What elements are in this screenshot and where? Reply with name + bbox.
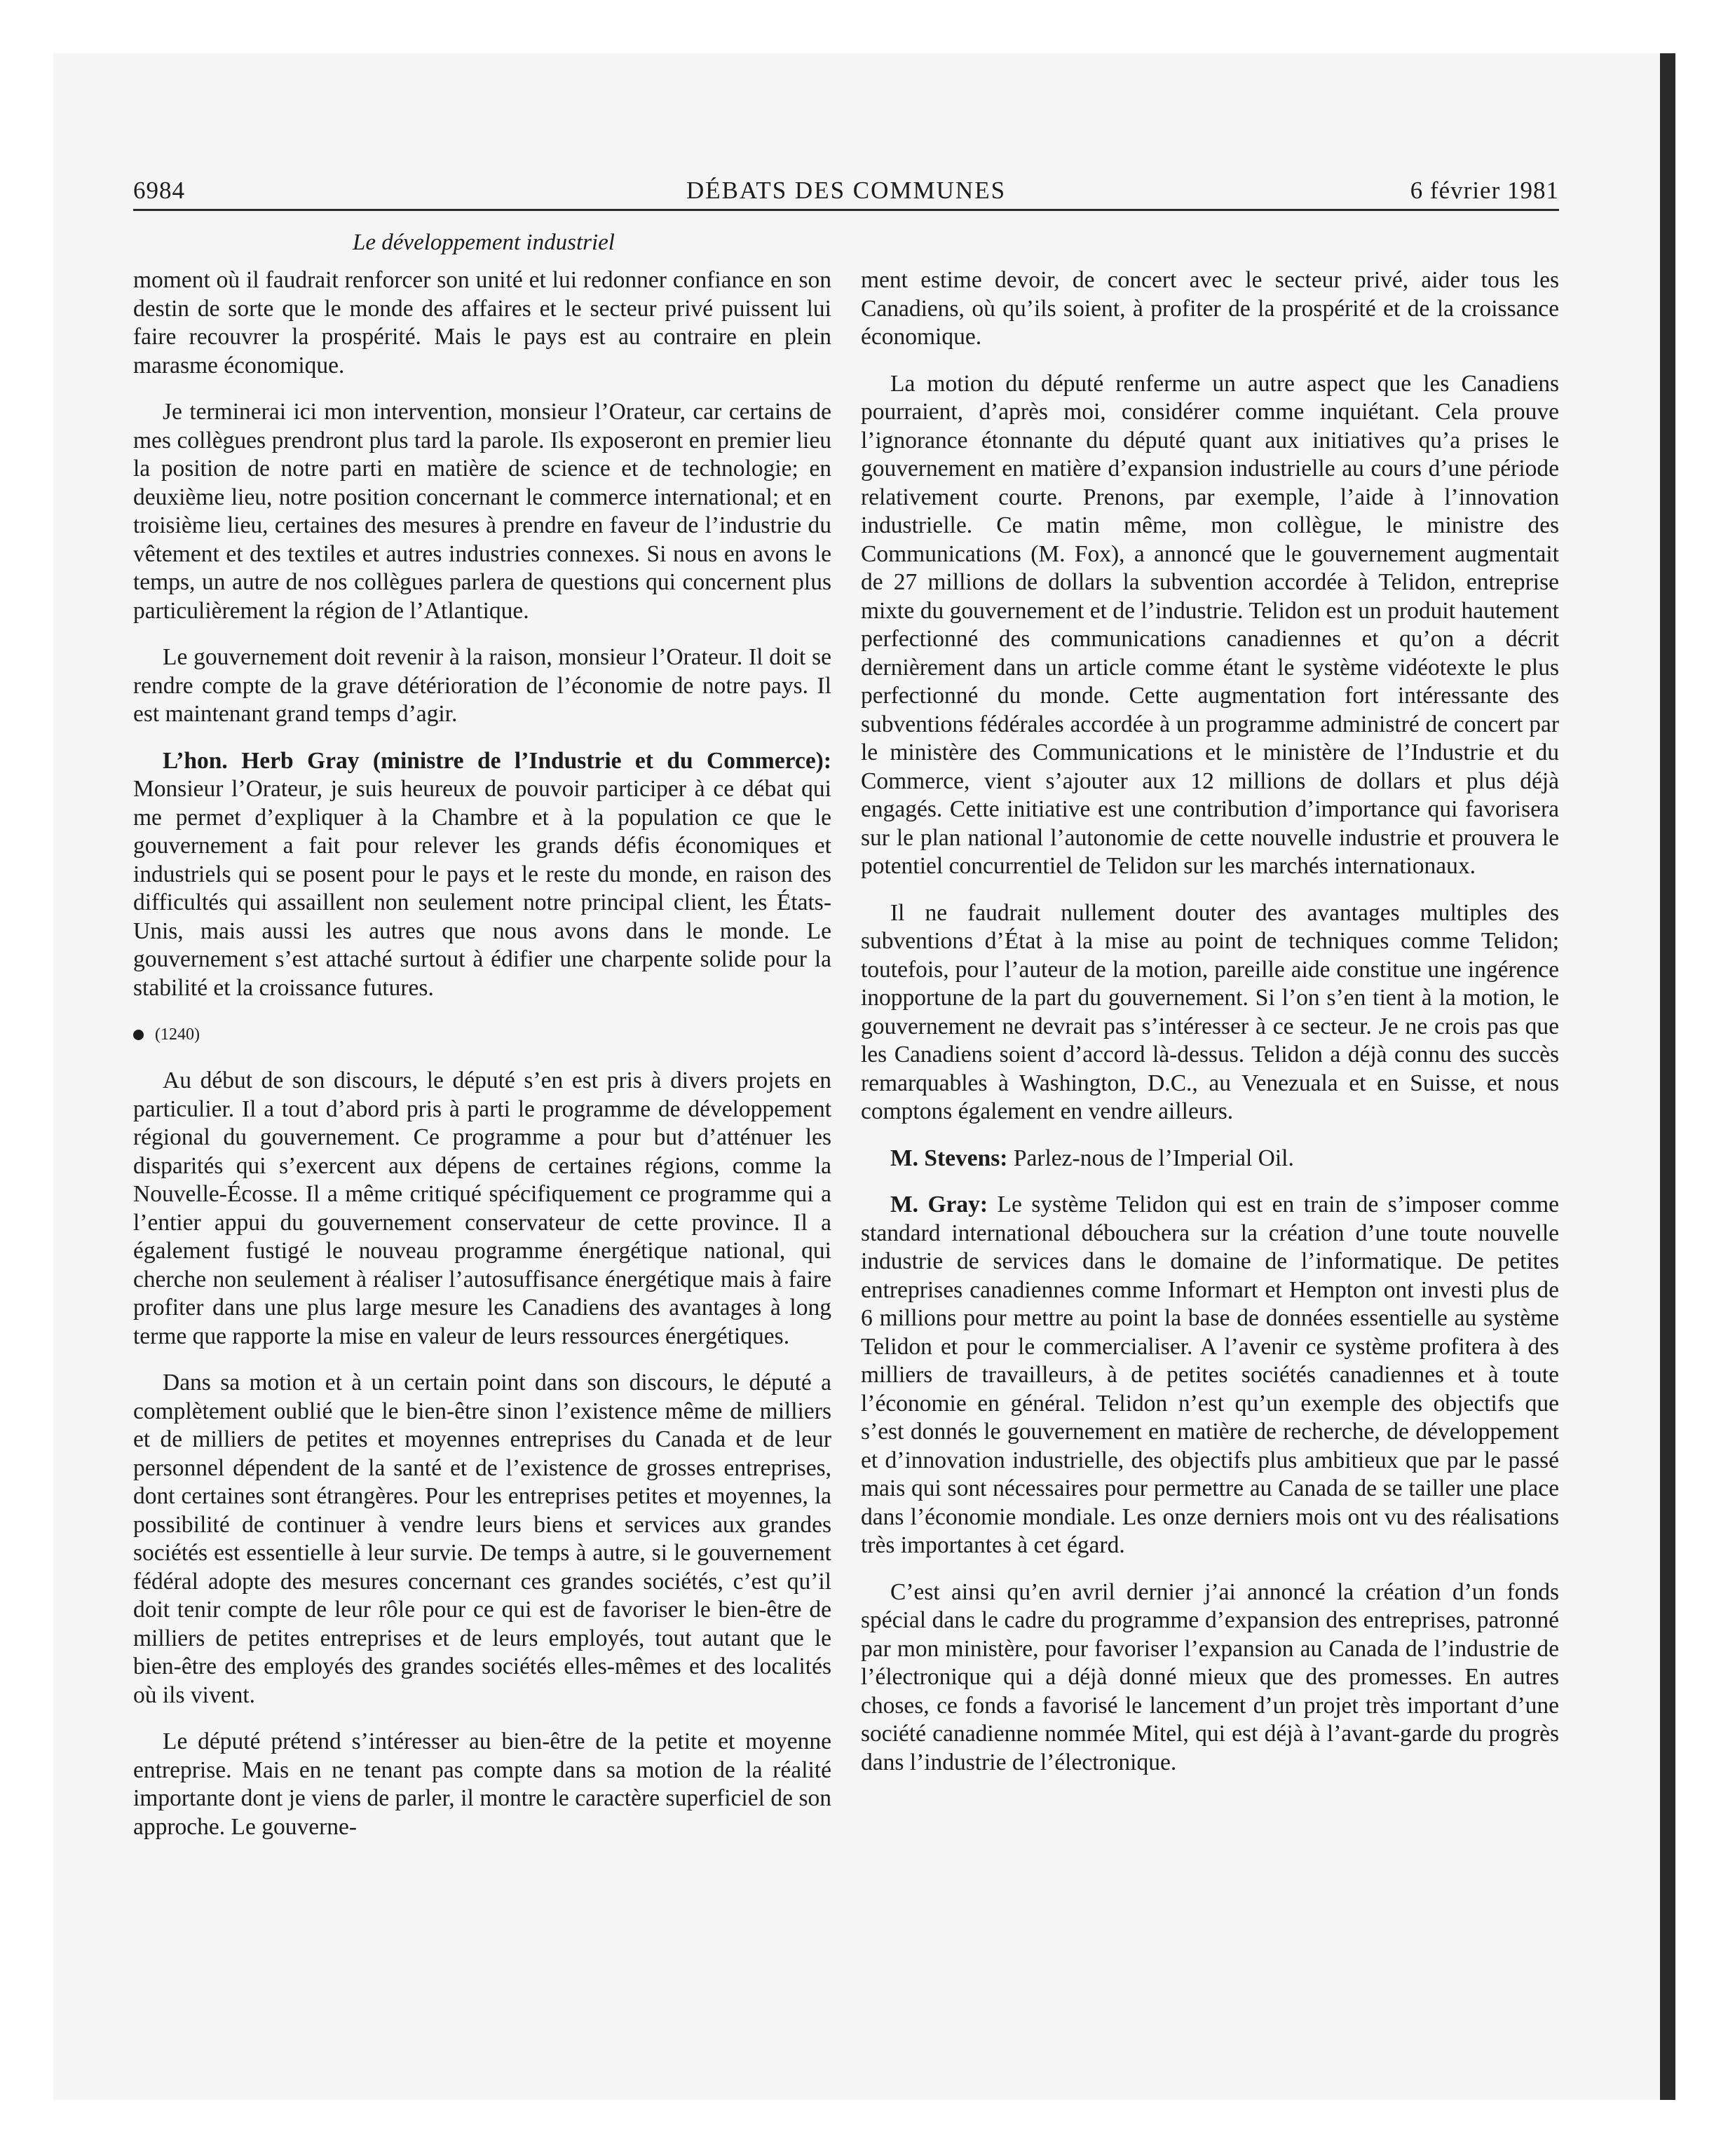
speech-text: Parlez-nous de l’Imperial Oil. (1007, 1145, 1294, 1171)
scan-edge-bar (1660, 53, 1675, 2100)
time-stamp: (1240) (155, 1025, 200, 1044)
paragraph: Au début de son discours, le député s’en est pris à divers projets en particulier. Il a tout d’abord pris à parti le programme de développement régional du gouvernement. Ce programme a pour but d’atténuer les disparités qui s’exercent aux dépens de certaines régions, comme la Nouvelle-Écosse. Il a même critiqué spécifiquement ce programme qui a l’entier appui du gouvernement conservateur de cette province. Il a également fustigé le nouveau programme énergétique national, qui cherche non seulement à réaliser l’autosuffisance énergétique mais à faire profiter dans une plus large mesure les Canadiens des avantages à long terme que rapporte la mise en valeur de leurs ressources énergétiques. (133, 1067, 831, 1349)
speaker-name: M. Gray: (890, 1192, 988, 1217)
speech-paragraph (861, 1191, 1559, 1560)
paragraph: C’est ainsi qu’en avril dernier j’ai annoncé la création d’un fonds spécial dans le cadre du programme d’expansion des entreprises, patronné par mon ministère, pour favoriser l’expansion au Canada de l’industrie de l’électronique qui a déjà donné mieux que des promesses. En autres choses, ce fonds a favorisé le lancement d’un projet très important d’une société canadienne nommée Mitel, qui est déjà à l’avant-garde du progrès dans l’industrie de l’électronique. (861, 1578, 1559, 1775)
left-column (133, 266, 831, 1860)
paragraph: Il ne faudrait nullement douter des avantages multiples des subventions d’État à la mise au point de techniques comme Telidon; toutefois, pour l’auteur de la motion, pareille aide constitue une ingérence inopportune de la part du gouvernement. Si l’on s’en tient à la motion, le gouvernement ne devrait pas s’intéresser à ce secteur. Je ne crois pas que les Canadiens soient d’accord là-dessus. Telidon a déjà connu des succès remarquables à Washington, D.C., au Venezuala et en Suisse, et nous comptons également en vendre ailleurs. (861, 899, 1559, 1124)
speaker-name: L’hon. Herb Gray (ministre de l’Industrie et du Commerce): (163, 747, 831, 774)
speech-text: Le système Telidon qui est en train de s’imposer comme standard international débouchera sur la création d’une toute nouvelle industrie de services dans le domaine de l’informatique. De petites entreprises canadiennes comme Informart et Hempton ont investi plus de 6 millions pour mettre au point la base de données essentielle au système Telidon et pour le commercialiser. A l’avenir ce système profitera à des milliers de travailleurs, à de petites sociétés canadiennes et à toute l’économie en général. Telidon n’est qu’un exemple des objectifs que s’est donnés le gouvernement en matière de recherche, de développement et d’innovation industrielle, des objectifs plus ambitieux que par le passé mais qui sont nécessaires pour permettre au Canada de se tailler une place dans l’économie mondiale. Les onze derniers mois ont vu des réalisations très importantes à cet égard. (861, 1192, 1560, 1558)
page-number: 6984 (133, 177, 185, 204)
paragraph: Je terminerai ici mon intervention, monsieur l’Orateur, car certains de mes collègues prendront plus tard la parole. Ils exposeront en premier lieu la position de notre parti en matière de science et de technologie; en deuxième lieu, notre position concernant le commerce international; et en troisième lieu, certaines des mesures à prendre en faveur de l’industrie du vêtement et des textiles et autres industries connexes. Si nous en avons le temps, un autre de nos collègues parlera de questions qui concernent plus particulièrement la région de l’Atlantique. (133, 399, 831, 624)
journal-title: DÉBATS DES COMMUNES (686, 177, 1007, 204)
speaker-name: M. Stevens: (890, 1145, 1008, 1171)
paragraph: La motion du député renferme un autre aspect que les Canadiens pourraient, d’après moi, considérer comme inquiétant. Cela prouve l’ignorance étonnante du député quant aux initiatives qu’a prises le gouvernement en matière d’expansion industrielle au cours d’une période relativement courte. Prenons, par exemple, l’aide à l’innovation industrielle. Ce matin même, mon collègue, le ministre des Communications (M. Fox), a annoncé que le gouvernement augmentait de 27 millions de dollars la subvention accordée à Telidon, entreprise mixte du gouvernement et de l’industrie. Telidon est un produit hautement perfectionné des communications canadiennes et qu’on a décrit dernièrement dans un article comme étant le système vidéotexte le plus perfectionné du monde. Cette augmentation fort intéressante des subventions fédérales accordée à un programme administré de concert par le ministère des Communications et le ministère de l’Industrie et du Commerce, vient s’ajouter aux 12 millions de dollars et plus déjà engagés. Cette initiative est une contribution d’importance qui favorisera sur le plan national l’autonomie de cette nouvelle industrie et prouvera le potentiel concurrentiel de Telidon sur les marchés internationaux. (861, 370, 1559, 879)
bullet-icon (133, 1030, 144, 1040)
speech-paragraph (133, 747, 831, 1003)
paragraph: Dans sa motion et à un certain point dans son discours, le député a complètement oublié que le bien-être sinon l’existence même de milliers et de milliers de petites et moyennes entreprises du Canada et de leur personnel dépendent de la santé et de l’existence de grosses entreprises, dont certaines sont étrangères. Pour les entreprises petites et moyennes, la possibilité de continuer à vendre leurs biens et services aux grandes sociétés est essentielle à leur survie. De temps à autre, si le gouvernement fédéral adopte des mesures concernant ces grandes sociétés, c’est qu’il doit tenir compte de leur rôle pour ce qui est de favoriser le bien-être de milliers de petites entreprises et de leurs employés, tout autant que le bien-être des employés des grandes sociétés elles-mêmes et des localités où ils vivent. (133, 1370, 831, 1708)
time-marker (133, 1021, 831, 1049)
page-header (133, 174, 1559, 211)
paragraph: ment estime devoir, de concert avec le secteur privé, aider tous les Canadiens, où qu’ils soient, à profiter de la prospérité et de la croissance économique. (861, 267, 1559, 350)
speech-text: Monsieur l’Orateur, je suis heureux de pouvoir participer à ce débat qui me permet d’expliquer à la Chambre et à la population ce que le gouvernement a fait pour relever les grands défis économiques et industriels qui se posent pour le pays et le reste du monde, en raison des difficultés qui assaillent non seulement notre principal client, les États-Unis, mais aussi les autres que nous avons dans le monde. Le gouvernement s’est attaché surtout à édifier une charpente solide pour la stabilité et la croissance futures. (133, 776, 831, 1001)
section-heading: Le développement industriel (353, 230, 615, 255)
speech-paragraph (861, 1145, 1559, 1173)
paragraph: moment où il faudrait renforcer son unité et lui redonner confiance en son destin de sorte que le monde des affaires et le secteur privé puissent lui faire recouvrer la prospérité. Mais le pays est au contraire en plein marasme économique. (133, 267, 831, 378)
header-date: 6 février 1981 (1410, 177, 1559, 204)
right-column (861, 266, 1559, 1795)
paragraph: Le député prétend s’intéresser au bien-être de la petite et moyenne entreprise. Mais en ne tenant pas compte dans sa motion de la réalité importante dont je viens de parler, il montre le caractère superficiel de son approche. Le gouverne- (133, 1728, 831, 1840)
paragraph: Le gouvernement doit revenir à la raison, monsieur l’Orateur. Il doit se rendre compte de la grave détérioration de l’économie de notre pays. Il est maintenant grand temps d’agir. (133, 644, 831, 727)
